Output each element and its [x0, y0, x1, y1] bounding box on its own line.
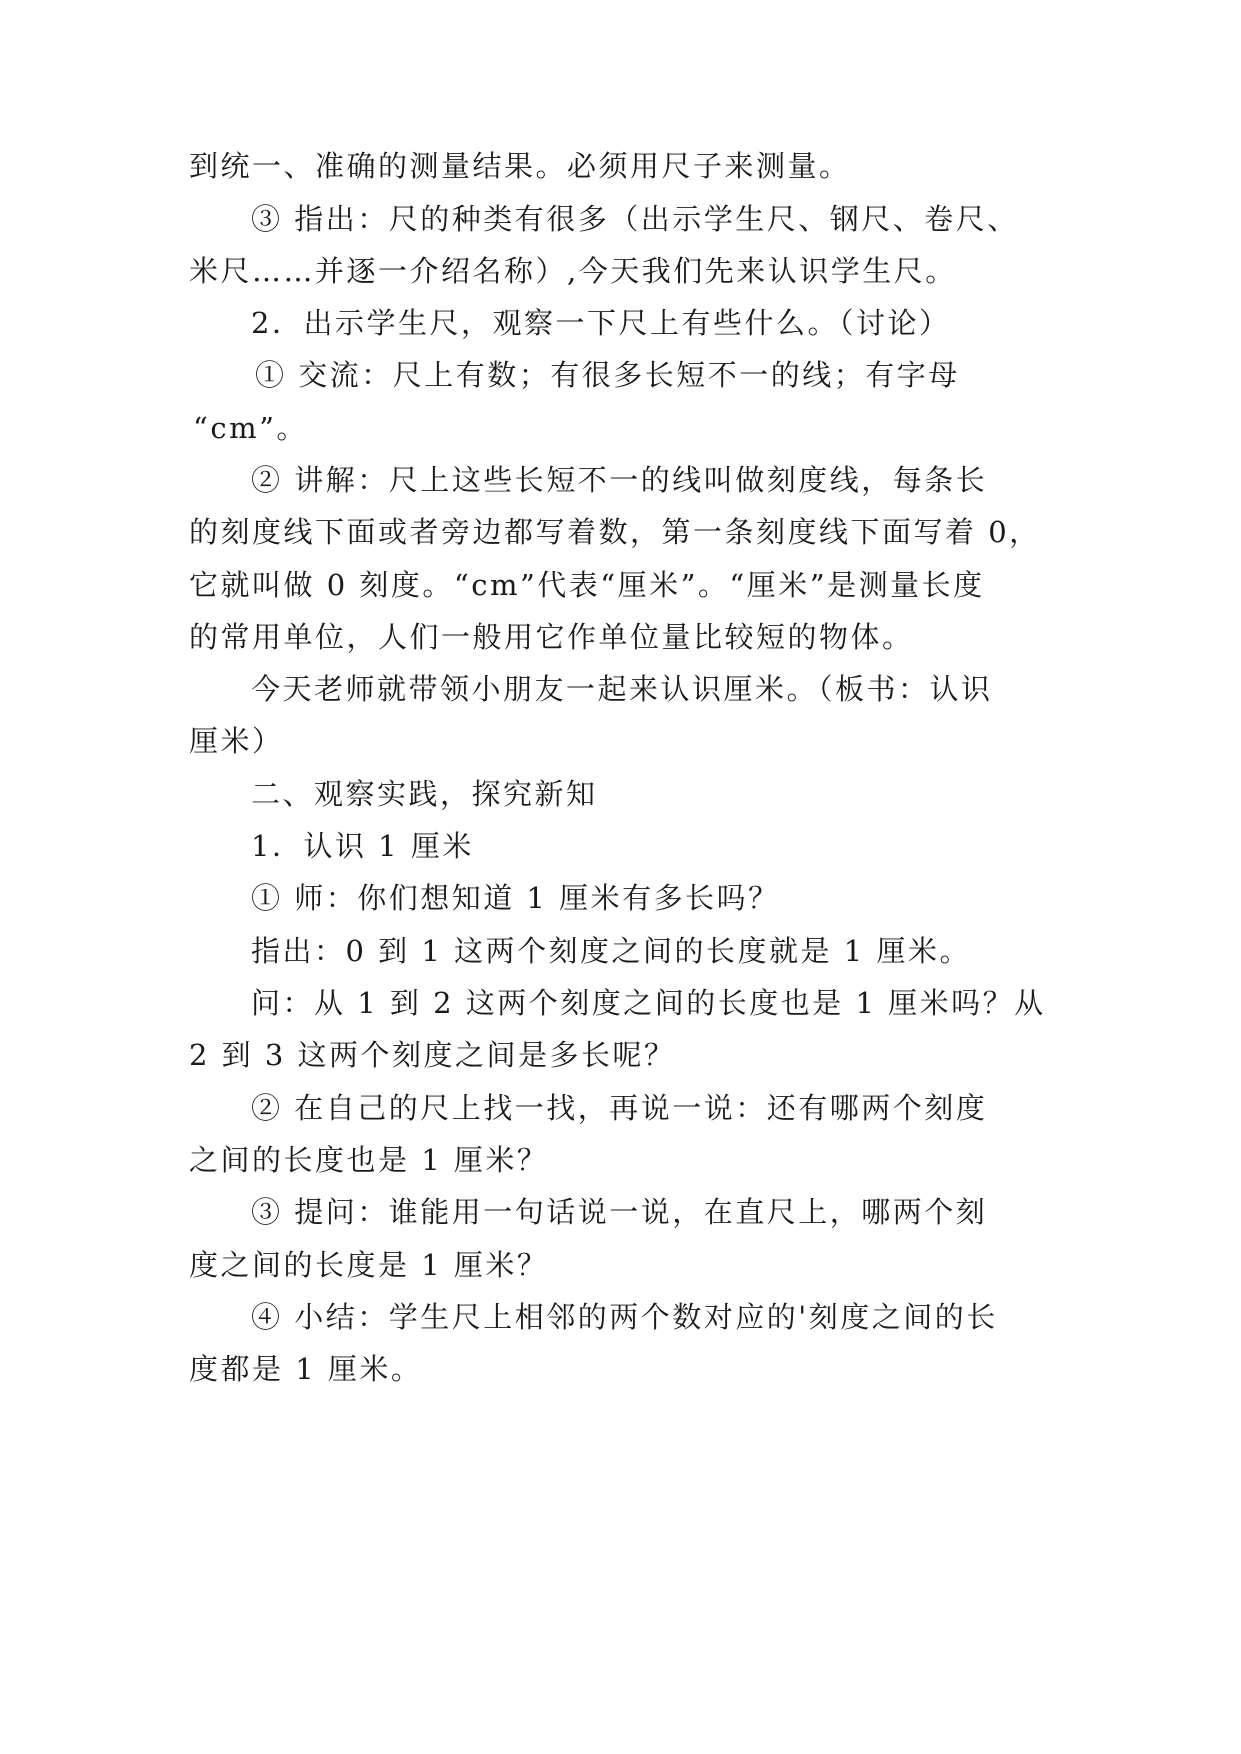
paragraph-line: 问：从 1 到 2 这两个刻度之间的长度也是 1 厘米吗？从: [251, 986, 1046, 1020]
paragraph-line: 到统一、准确的测量结果。必须用尺子来测量。: [189, 149, 851, 183]
paragraph-line: 厘米）: [189, 724, 284, 758]
paragraph-line: 它就叫做 0 刻度。“cm”代表“厘米”。“厘米”是测量长度: [189, 568, 985, 602]
paragraph-line: ④ 小结：学生尺上相邻的两个数对应的'刻度之间的长: [251, 1300, 998, 1334]
paragraph-line: 的常用单位，人们一般用它作单位量比较短的物体。: [189, 620, 914, 654]
paragraph-line: 米尺……并逐一介绍名称）,今天我们先来认识学生尺。: [189, 254, 957, 288]
paragraph-line: ② 在自己的尺上找一找，再说一说：还有哪两个刻度: [251, 1091, 988, 1125]
section-heading: 二、观察实践，探究新知: [251, 777, 598, 811]
paragraph-line: ② 讲解：尺上这些长短不一的线叫做刻度线，每条长: [251, 463, 988, 497]
paragraph-line: “cm”。: [193, 411, 308, 445]
paragraph-line: ③ 提问：谁能用一句话说一说，在直尺上，哪两个刻: [251, 1195, 988, 1229]
paragraph-line: 之间的长度也是 1 厘米？: [189, 1143, 549, 1177]
paragraph-line: 今天老师就带领小朋友一起来认识厘米。（板书：认识: [251, 672, 993, 706]
paragraph-line: 度之间的长度是 1 厘米？: [189, 1248, 549, 1282]
paragraph-line: 度都是 1 厘米。: [189, 1352, 423, 1386]
paragraph-line: 指出：0 到 1 这两个刻度之间的长度就是 1 厘米。: [251, 934, 971, 968]
paragraph-line: ③ 指出：尺的种类有很多（出示学生尺、钢尺、卷尺、: [251, 202, 1019, 236]
paragraph-line: 的刻度线下面或者旁边都写着数，第一条刻度线下面写着 0，: [189, 515, 1041, 549]
paragraph-line: ① 师：你们想知道 1 厘米有多长吗？: [251, 881, 780, 915]
paragraph-line: ① 交流：尺上有数；有很多长短不一的线；有字母: [255, 358, 960, 392]
paragraph-line: 2 到 3 这两个刻度之间是多长呢？: [189, 1038, 676, 1072]
subsection-heading: 1．认识 1 厘米: [251, 829, 474, 863]
paragraph-line: 2．出示学生尺，观察一下尺上有些什么。（讨论）: [251, 306, 951, 340]
